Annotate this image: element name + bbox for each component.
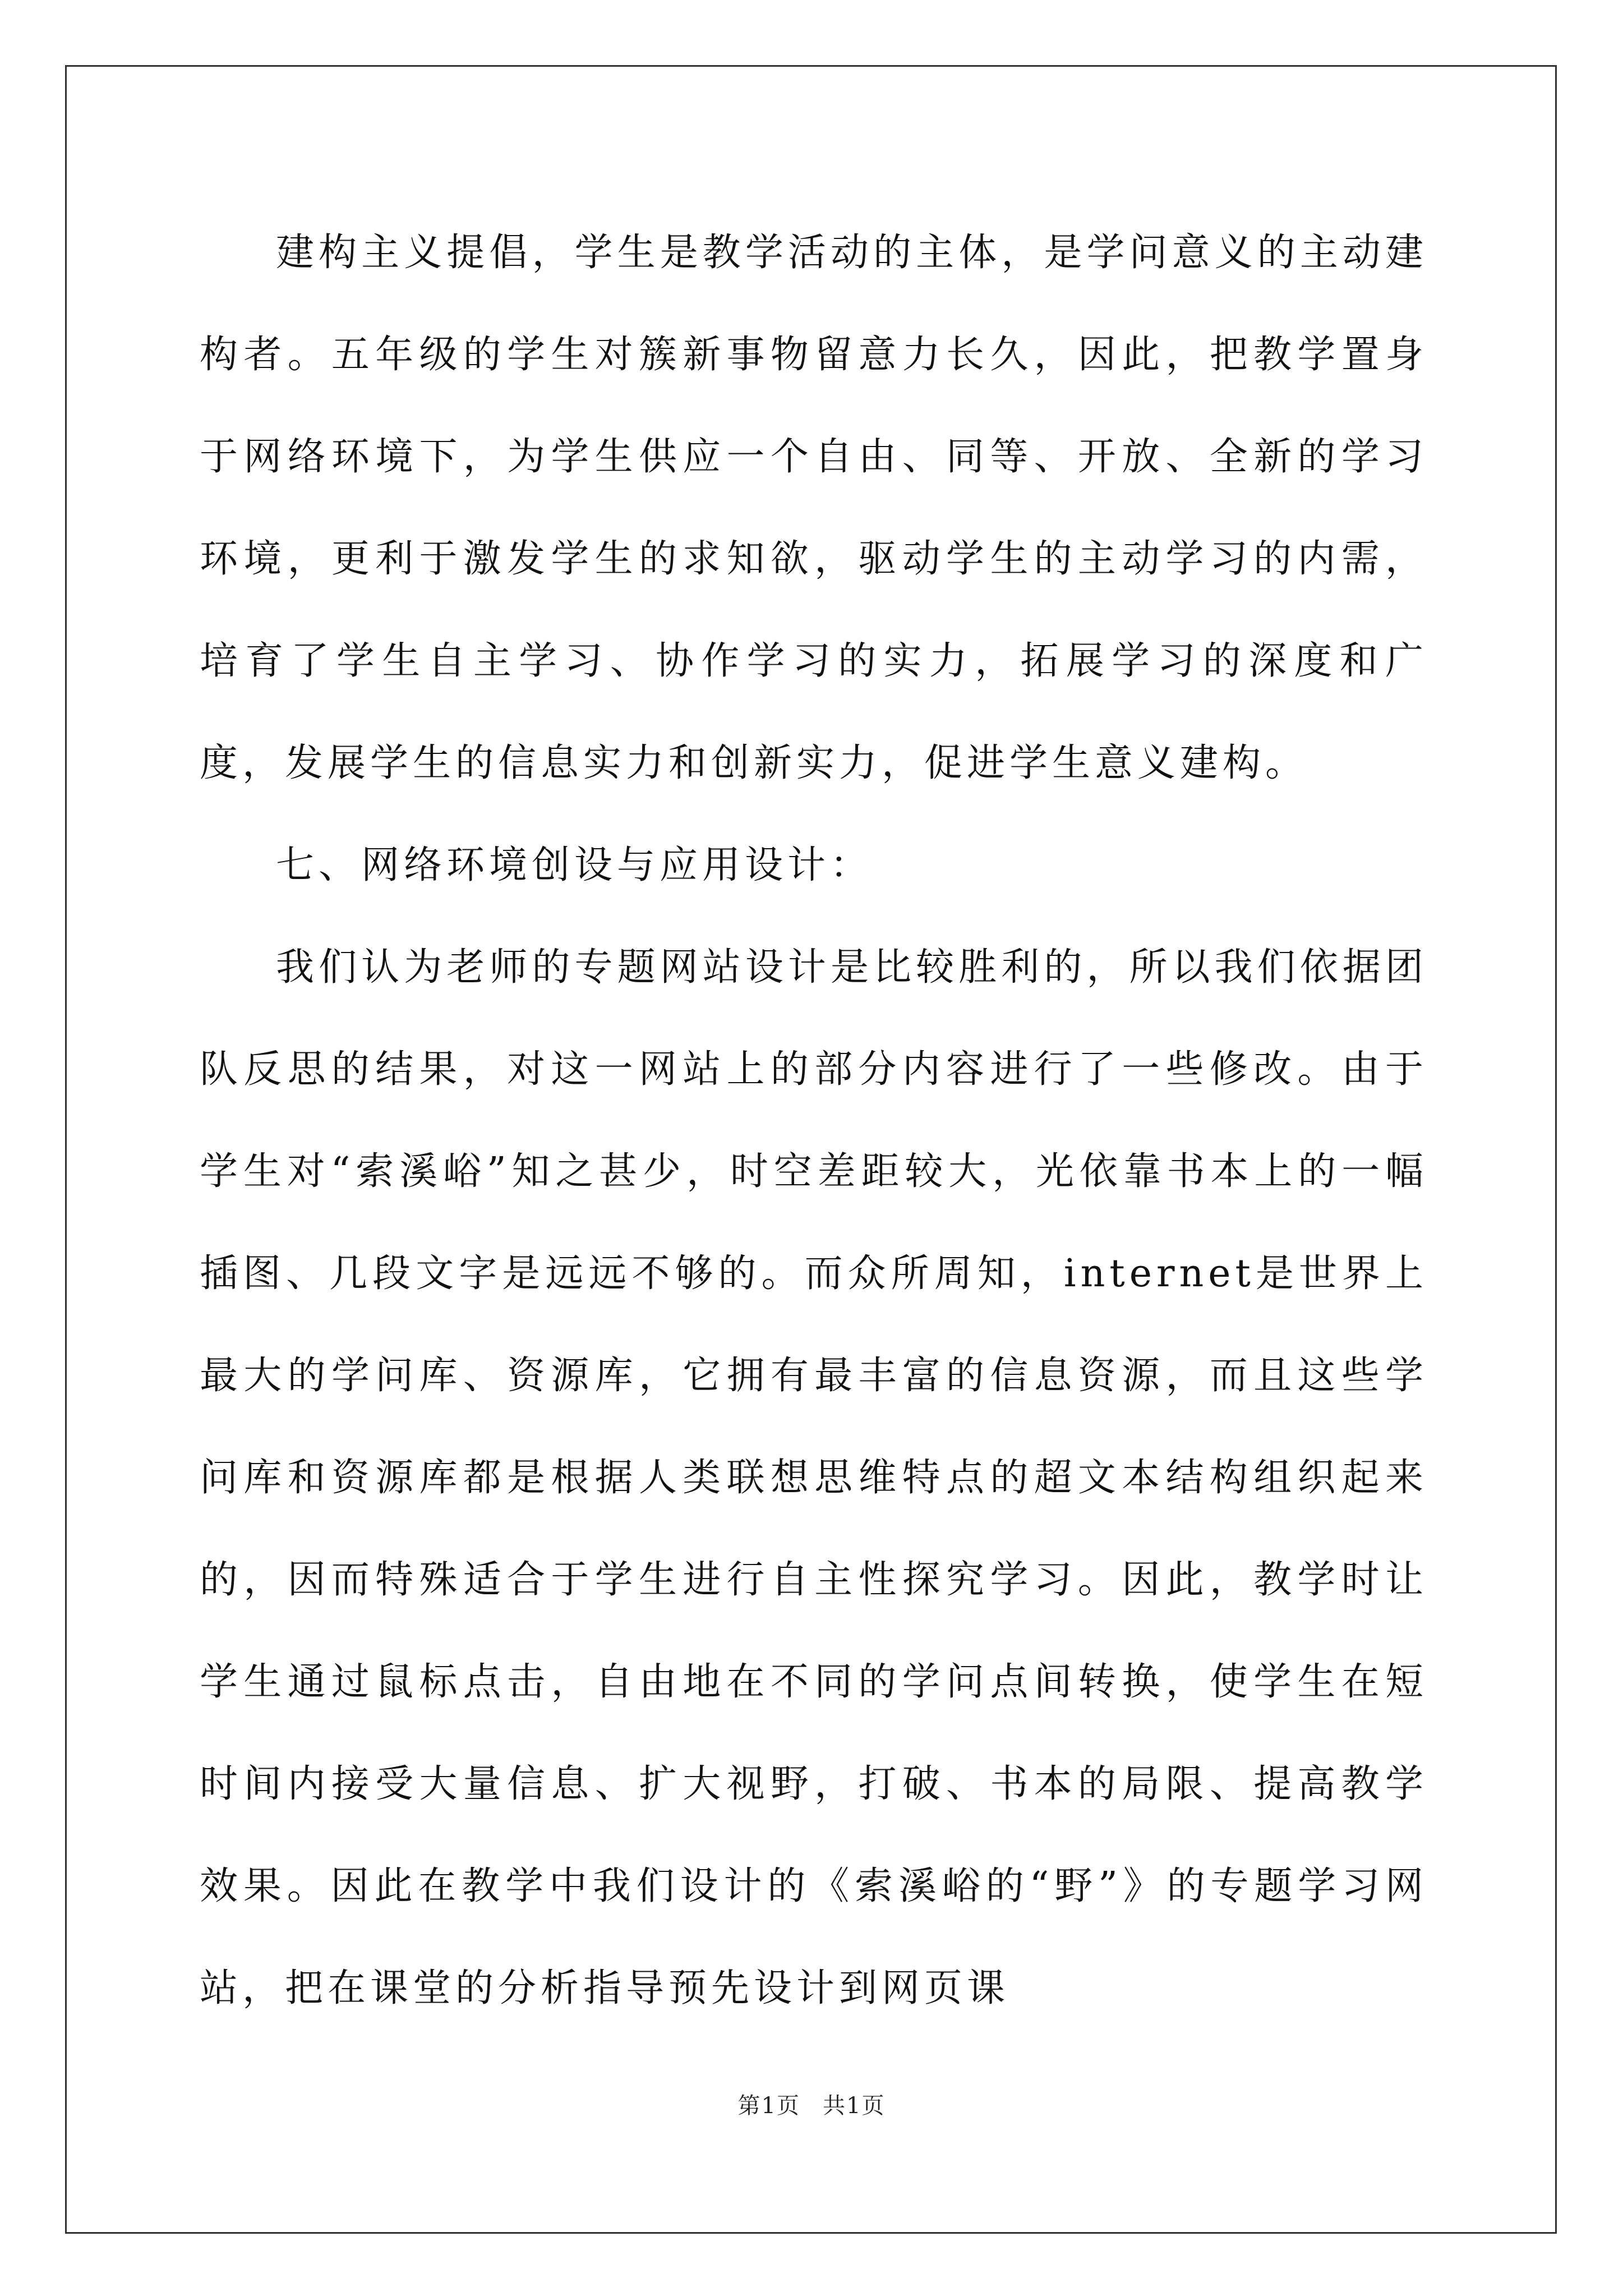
paragraph-constructivism: 建构主义提倡，学生是教学活动的主体，是学问意义的主动建构者。五年级的学生对簇新事物留意力长久，因此，把教学置身于网络环境下，为学生供应一个自由、同等、开放、全新的学习环境，更利于激发学生的求知欲，驱动学生的主动学习的内需，培育了学生自主学习、协作学习的实力，拓展学习的深度和广度，发展学生的信息实力和创新实力，促进学生意义建构。 <box>200 231 1428 785</box>
page-total: 共1页 <box>823 2093 886 2119</box>
page-number: 第1页 <box>737 2093 800 2119</box>
section-heading-network-environment: 七、网络环境创设与应用设计： <box>276 843 873 887</box>
document-body <box>200 202 1428 2040</box>
paragraph-website-design: 我们认为老师的专题网站设计是比较胜利的，所以我们依据团队反思的结果，对这一网站上的部分内容进行了一些修改。由于学生对“索溪峪”知之甚少，时空差距较大，光依靠书本上的一幅插图、几段文字是远远不够的。而众所周知，internet是世界上最大的学问库、资源库，它拥有最丰富的信息资源，而且这些学问库和资源库都是根据人类联想思维特点的超文本结构组织起来的，因而特殊适合于学生进行自主性探究学习。因此，教学时让学生通过鼠标点击，自由地在不同的学问点间转换，使学生在短时间内接受大量信息、扩大视野，打破、书本的局限、提高教学效果。因此在教学中我们设计的《索溪峪的“野”》的专题学习网站，把在课堂的分析指导预先设计到网页课 <box>200 945 1428 2010</box>
page-footer <box>0 2088 1623 2120</box>
